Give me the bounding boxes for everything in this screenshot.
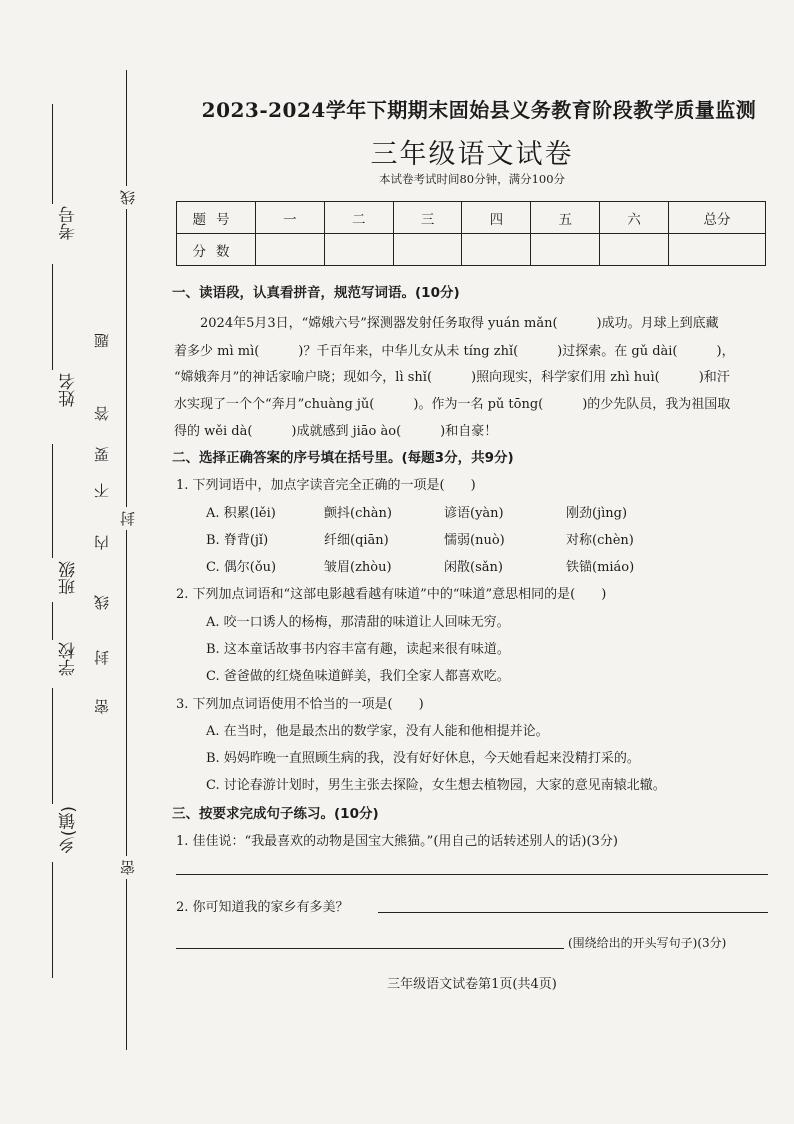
q1-word: 铁锚(miáo) <box>566 560 635 575</box>
score-table-score-row <box>177 234 766 266</box>
section1-line: 水实现了一个个“奔月”chuàng jǔ( )。作为一名 pǔ tōng( )的少先队员，我为祖国取 <box>174 397 731 412</box>
section3-heading: 三、按要求完成句子练习。(10分) <box>172 806 379 822</box>
score-input-cell[interactable] <box>393 234 462 266</box>
q1-word: 懦弱(nuò) <box>444 533 505 548</box>
binding-seal-char: 封 <box>117 507 138 530</box>
score-input-cell[interactable] <box>531 234 600 266</box>
page-footer: 三年级语文试卷第1页(共4页) <box>387 977 557 992</box>
q2-option-c[interactable]: C. 爸爸做的红烧鱼味道鲜美，我们全家人都喜欢吃。 <box>206 669 510 684</box>
q2-option-a[interactable]: A. 咬一口诱人的杨梅，那清甜的味道让人回味无穷。 <box>206 615 510 630</box>
xiangzhen-label: 乡(镇) <box>59 806 79 854</box>
q1-word: 颤抖(chàn) <box>324 506 392 521</box>
q1-word: 谚语(yàn) <box>444 506 504 521</box>
section1-line: 着多少 mì mì( )？千百年来，中华儿女从未 tíng zhǐ( )过探索。在 gǔ dài( )， <box>174 344 735 359</box>
s3-q2-answer-line[interactable] <box>378 912 768 913</box>
binding-margin: 线 封 密 考号 姓名 班级 学校 乡(镇) 题 答 要 不 内 线 封 密 <box>0 0 160 1124</box>
section1-line: 2024年5月3日，“嫦娥六号”探测器发射任务取得 yuán mǎn( )成功。月球上到底藏 <box>200 316 719 331</box>
q3-option-a[interactable]: A. 在当时，他是最杰出的数学家，没有人能和他相提并论。 <box>206 724 549 739</box>
s3-q1: 1. 佳佳说：“我最喜欢的动物是国宝大熊猫。”(用自己的话转述别人的话)(3分) <box>176 834 618 849</box>
q1-option-a[interactable]: A. 积累(lěi) <box>206 506 276 521</box>
banji-field[interactable] <box>52 444 53 558</box>
binding-line <box>126 70 127 1050</box>
q1-word: 闲散(sǎn) <box>444 560 503 575</box>
s3-q2-answer-line-2[interactable] <box>176 948 564 949</box>
score-input-cell[interactable] <box>669 234 766 266</box>
exam-title: 2023-2024学年下期期末固始县义务教育阶段教学质量监测 <box>201 98 757 122</box>
kaohao-field[interactable] <box>52 104 53 204</box>
xuexiao-label: 学校 <box>59 642 79 676</box>
score-table-cell: 总分 <box>669 202 766 234</box>
q2-option-b[interactable]: B. 这本童话故事书内容丰富有趣，读起来很有味道。 <box>206 642 510 657</box>
score-table-cell: 一 <box>256 202 325 234</box>
score-input-cell[interactable] <box>256 234 325 266</box>
score-table-cell: 四 <box>462 202 531 234</box>
section1-line: “嫦娥奔月”的神话家喻户晓；现如今，lì shǐ( )照向现实，科学家们用 zhì huì( )和汗 <box>174 370 730 385</box>
section1-line: 得的 wěi dà( )成就感到 jiāo ào( )和自豪！ <box>174 424 498 439</box>
q1-word: 对称(chèn) <box>566 533 634 548</box>
score-table-cell: 三 <box>393 202 462 234</box>
q1-word: 刚劲(jìng) <box>566 506 628 521</box>
score-table-cell: 六 <box>600 202 669 234</box>
section2-heading: 二、选择正确答案的序号填在括号里。(每题3分，共9分) <box>172 450 514 466</box>
banji-label: 班级 <box>59 561 79 595</box>
score-table <box>176 201 766 266</box>
q3-option-c[interactable]: C. 讨论春游计划时，男生主张去探险，女生想去植物园，大家的意见南辕北辙。 <box>206 778 666 793</box>
q1-word: 皱眉(zhòu) <box>324 560 392 575</box>
score-table-header-row <box>177 202 766 234</box>
binding-mi-char: 密 <box>117 856 138 879</box>
xingming-label: 姓名 <box>59 373 79 407</box>
score-table-cell: 二 <box>324 202 393 234</box>
xingming-field[interactable] <box>52 264 53 370</box>
s3-q2: 2. 你可知道我的家乡有多美？ <box>176 900 349 915</box>
score-table-cell: 题号 <box>177 202 256 234</box>
score-input-cell[interactable] <box>324 234 393 266</box>
exam-info: 本试卷考试时间80分钟，满分100分 <box>378 172 566 186</box>
q1-option-b[interactable]: B. 脊背(jǐ) <box>206 533 269 548</box>
q1-stem: 1. 下列词语中，加点字读音完全正确的一项是( ) <box>176 478 476 493</box>
kaohao-label: 考号 <box>59 206 79 240</box>
q1-option-c[interactable]: C. 偶尔(ǒu) <box>206 560 277 575</box>
xiangzhen-field[interactable] <box>52 688 53 804</box>
exam-subtitle: 三年级语文试卷 <box>370 139 574 170</box>
q3-option-b[interactable]: B. 妈妈昨晚一直照顾生病的我，没有好好休息，今天她看起来没精打采的。 <box>206 751 640 766</box>
s3-q1-answer-line[interactable] <box>176 874 768 875</box>
binding-line-char: 线 <box>117 186 138 209</box>
s3-q2-note: (围绕给出的开头写句子)(3分) <box>568 936 727 950</box>
section1-heading: 一、读语段，认真看拼音，规范写词语。(10分) <box>172 285 460 301</box>
q3-stem: 3. 下列加点词语使用不恰当的一项是( ) <box>176 697 424 712</box>
xuexiao-field[interactable] <box>52 602 53 640</box>
score-input-cell[interactable] <box>600 234 669 266</box>
score-input-cell[interactable] <box>462 234 531 266</box>
q2-stem: 2. 下列加点词语和“这部电影越看越有味道”中的“味道”意思相同的是( ) <box>176 587 607 602</box>
score-row-label: 分数 <box>177 234 256 266</box>
q1-word: 纤细(qiān) <box>324 533 389 548</box>
xiangzhen-underline <box>52 862 53 978</box>
score-table-cell: 五 <box>531 202 600 234</box>
